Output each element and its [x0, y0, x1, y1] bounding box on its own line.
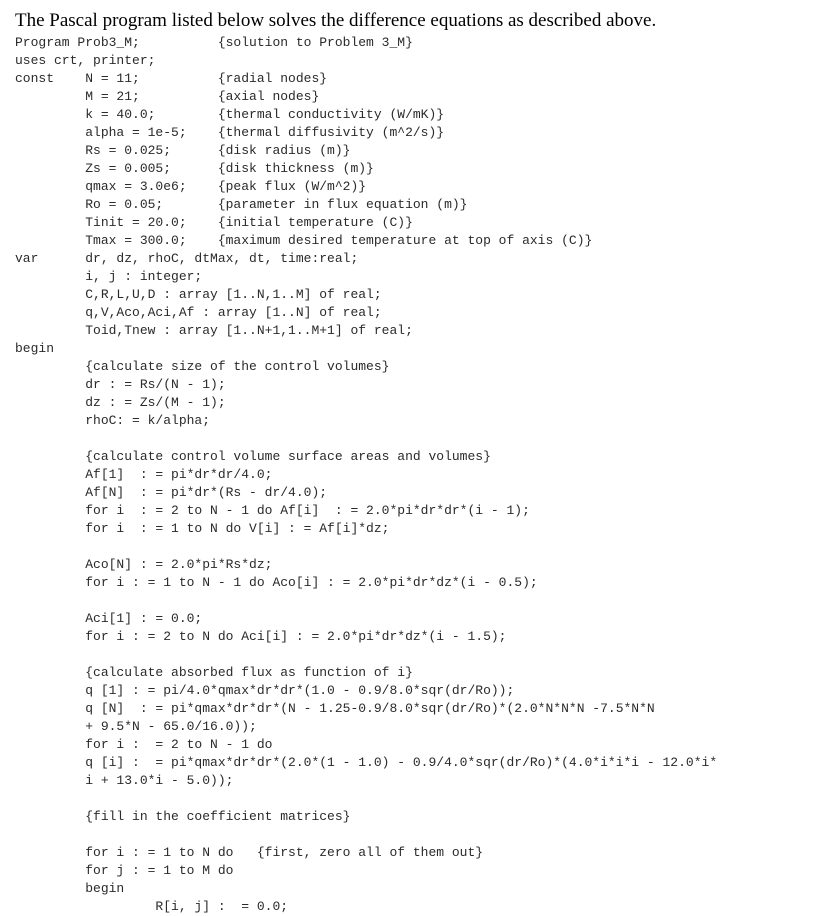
code-line: {calculate size of the control volumes} — [15, 359, 390, 374]
code-line: Toid,Tnew : array [1..N+1,1..M+1] of real; — [15, 323, 413, 338]
intro-paragraph: The Pascal program listed below solves the difference equations as described above. — [15, 10, 657, 31]
code-line — [15, 592, 717, 610]
pascal-code-listing — [15, 34, 717, 916]
code-line: for j : = 1 to M do — [15, 863, 234, 878]
code-line: Zs = 0.005; {disk thickness (m)} — [15, 161, 374, 176]
code-line: {calculate control volume surface areas and volumes} — [15, 449, 491, 464]
code-line: for i : = 2 to N do Aci[i] : = 2.0*pi*dr*dz*(i - 1.5); — [15, 629, 507, 644]
code-line: Rs = 0.025; {disk radius (m)} — [15, 143, 351, 158]
code-line: dz : = Zs/(M - 1); — [15, 395, 226, 410]
code-line: alpha = 1e-5; {thermal diffusivity (m^2/s)} — [15, 125, 445, 140]
code-line: for i : = 2 to N - 1 do — [15, 737, 273, 752]
code-line: {fill in the coefficient matrices} — [15, 809, 351, 824]
code-line: q [1] : = pi/4.0*qmax*dr*dr*(1.0 - 0.9/8.0*sqr(dr/Ro)); — [15, 683, 515, 698]
code-line: for i : = 1 to N do V[i] : = Af[i]*dz; — [15, 521, 390, 536]
code-line: for i : = 1 to N - 1 do Aco[i] : = 2.0*pi*dr*dz*(i - 0.5); — [15, 575, 538, 590]
code-line: i, j : integer; — [15, 269, 203, 284]
code-line: k = 40.0; {thermal conductivity (W/mK)} — [15, 107, 445, 122]
code-line: uses crt, printer; — [15, 53, 156, 68]
code-line: Af[N] : = pi*dr*(Rs - dr/4.0); — [15, 485, 328, 500]
code-line — [15, 790, 717, 808]
code-line: Af[1] : = pi*dr*dr/4.0; — [15, 467, 273, 482]
code-line: for i : = 1 to N do {first, zero all of them out} — [15, 845, 484, 860]
code-line: q [i] : = pi*qmax*dr*dr*(2.0*(1 - 1.0) - 0.9/4.0*sqr(dr/Ro)*(4.0*i*i*i - 12.0*i* — [15, 755, 718, 770]
code-line: const N = 11; {radial nodes} — [15, 71, 328, 86]
code-line: i + 13.0*i - 5.0)); — [15, 773, 234, 788]
code-line: qmax = 3.0e6; {peak flux (W/m^2)} — [15, 179, 367, 194]
code-line — [15, 538, 717, 556]
code-line: begin — [15, 881, 125, 896]
code-line: Aci[1] : = 0.0; — [15, 611, 203, 626]
code-line: R[i, j] : = 0.0; — [15, 899, 289, 914]
code-line: C,R,L,U,D : array [1..N,1..M] of real; — [15, 287, 382, 302]
code-line: dr : = Rs/(N - 1); — [15, 377, 226, 392]
code-line: Tmax = 300.0; {maximum desired temperature at top of axis (C)} — [15, 233, 593, 248]
code-line: begin — [15, 341, 55, 356]
code-line: Tinit = 20.0; {initial temperature (C)} — [15, 215, 413, 230]
code-line: q,V,Aco,Aci,Af : array [1..N] of real; — [15, 305, 382, 320]
code-line: for i : = 2 to N - 1 do Af[i] : = 2.0*pi*dr*dr*(i - 1); — [15, 503, 530, 518]
code-line: Ro = 0.05; {parameter in flux equation (m)} — [15, 197, 468, 212]
code-line — [15, 646, 717, 664]
code-line — [15, 430, 717, 448]
code-line: M = 21; {axial nodes} — [15, 89, 320, 104]
code-line — [15, 826, 717, 844]
code-line: Aco[N] : = 2.0*pi*Rs*dz; — [15, 557, 273, 572]
code-line: var dr, dz, rhoC, dtMax, dt, time:real; — [15, 251, 359, 266]
code-line: q [N] : = pi*qmax*dr*dr*(N - 1.25-0.9/8.0*sqr(dr/Ro)*(2.0*N*N*N -7.5*N*N — [15, 701, 655, 716]
code-line: + 9.5*N - 65.0/16.0)); — [15, 719, 257, 734]
code-line: Program Prob3_M; {solution to Problem 3_M} — [15, 35, 413, 50]
code-line: rhoC: = k/alpha; — [15, 413, 211, 428]
code-line: {calculate absorbed flux as function of i} — [15, 665, 413, 680]
